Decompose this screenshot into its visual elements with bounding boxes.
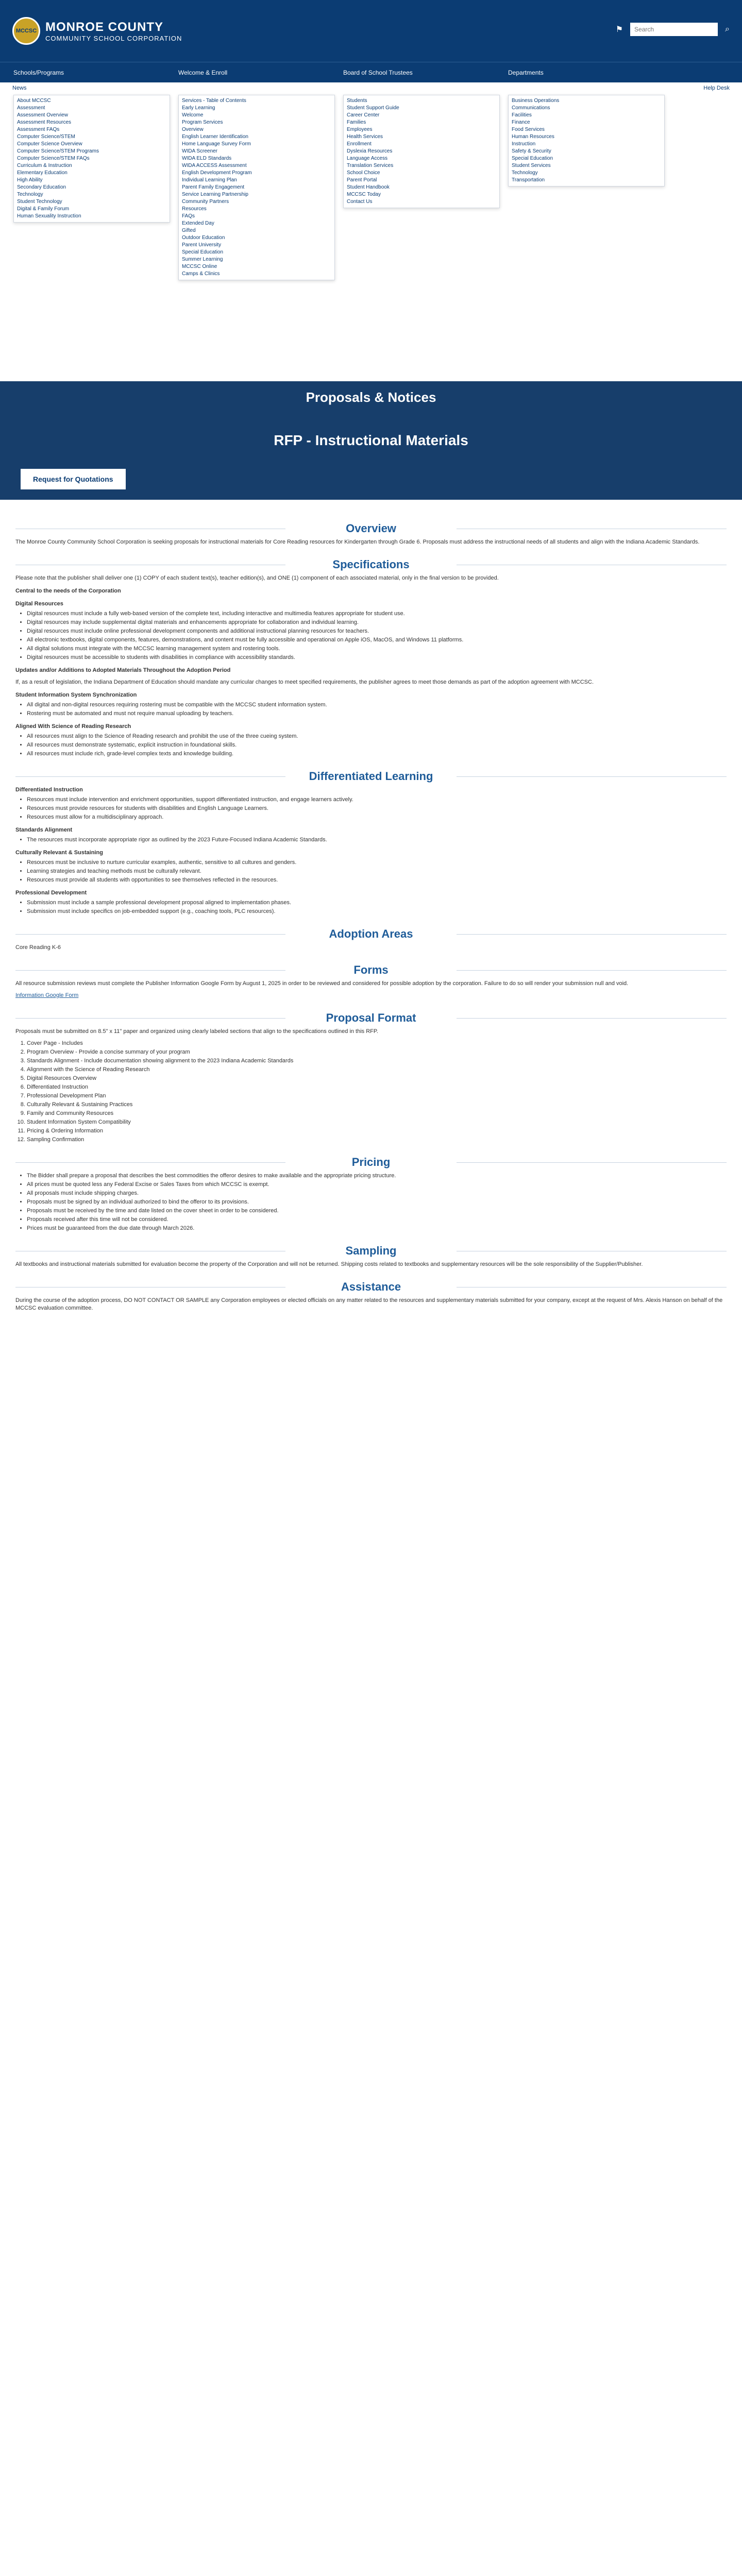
list-item: 9. Family and Community Resources	[27, 1110, 727, 1117]
mega-menu-item[interactable]: Communications	[512, 105, 550, 111]
site-header	[0, 0, 742, 62]
list-item: • Submission must include a sample professional development proposal aligned to implementation phases.	[27, 899, 727, 907]
mega-menu-item[interactable]: Student Services	[512, 163, 551, 168]
spec-heading: Central to the needs of the Corporation	[15, 588, 121, 594]
standards-heading: Standards Alignment	[15, 827, 73, 833]
mega-menu-item[interactable]: Dyslexia Resources	[347, 148, 393, 154]
mega-col-3	[339, 95, 504, 280]
seal-icon: MCCSC	[12, 17, 40, 45]
mega-menu-item[interactable]: MCCSC Today	[347, 192, 381, 197]
mega-menu-item[interactable]: Services - Table of Contents	[182, 98, 246, 104]
mega-menu-item[interactable]: Assessment	[17, 105, 45, 111]
culture-list	[15, 859, 727, 884]
list-item: • Digital resources may include supplemental digital materials and enhancements appropriate for collaboration and individual learning.	[27, 619, 727, 626]
list-item: • Submission must include specifics on job-embedded support (e.g., coaching tools, PLC resources).	[27, 908, 727, 916]
mega-menu-item[interactable]: Special Education	[182, 249, 224, 255]
mega-menu-item[interactable]: Parent University	[182, 242, 222, 248]
list-item: 4. Alignment with the Science of Reading Research	[27, 1066, 727, 1074]
list-item: • Digital resources must be accessible to students with disabilities in compliance with accessibility standards.	[27, 654, 727, 662]
rfp-title: RFP - Instructional Materials	[274, 432, 468, 448]
sampling-text: All textbooks and instructional materials submitted for evaluation become the property of the Corporation and will not be returned. Shipping costs related to textbooks and supplementary resources will be the sole responsibility of the Supplier/Publisher.	[15, 1261, 643, 1267]
list-item: • All electronic textbooks, digital components, features, demonstrations, and content must be fully accessible and operational on Apple iOS, MacOS, and Windows 11 platforms.	[27, 636, 727, 644]
proposal-list	[15, 1040, 727, 1144]
logo-line1: MONROE COUNTY	[45, 20, 163, 34]
list-item: • The resources must incorporate appropriate rigor as outlined by the 2023 Future-Focused Indiana Academic Standards.	[27, 836, 727, 844]
main-navigation	[0, 62, 742, 82]
list-item: • Proposals must be received by the time and date listed on the cover sheet in order to be considered.	[27, 1207, 727, 1215]
list-item: • Resources must include intervention and enrichment opportunities, support differentiated instruction, and engage learners actively.	[27, 796, 727, 804]
list-item: • Rostering must be automated and must not require manual uploading by teachers.	[27, 710, 727, 718]
mega-menu-item[interactable]: Summer Learning	[182, 257, 223, 262]
list-item: • All resources must include rich, grade-level complex texts and knowledge building.	[27, 750, 727, 758]
list-item: 2. Program Overview - Provide a concise summary of your program	[27, 1048, 727, 1056]
mega-menu-item[interactable]: Service Learning Partnership	[182, 192, 248, 197]
pd-heading: Professional Development	[15, 890, 87, 896]
updates-heading: Updates and/or Additions to Adopted Materials Throughout the Adoption Period	[15, 667, 231, 673]
mega-menu-item[interactable]: Resources	[182, 206, 207, 212]
mega-menu-item[interactable]: Special Education	[512, 156, 553, 161]
list-item: 1. Cover Page - Includes	[27, 1040, 727, 1047]
list-item: 11. Pricing & Ordering Information	[27, 1127, 727, 1135]
list-item: 5. Digital Resources Overview	[27, 1075, 727, 1082]
list-item: • Proposals must be signed by an individual authorized to bind the offeror to its provisions.	[27, 1198, 727, 1206]
mega-menu-item[interactable]: English Learner Identification	[182, 134, 248, 140]
mega-menu-item[interactable]: Technology	[17, 192, 43, 197]
diff-list	[15, 796, 727, 821]
proposal-intro: Proposals must be submitted on 8.5" x 11" paper and organized using clearly labeled sections that align to the specifications outlined in this RFP.	[15, 1028, 378, 1035]
mega-menu-item[interactable]: Overview	[182, 127, 204, 132]
mega-menu-item[interactable]: Gifted	[182, 228, 196, 233]
mega-menu-item[interactable]: Enrollment	[347, 141, 372, 147]
mega-menu-item[interactable]: Transportation	[512, 177, 545, 183]
mega-menu-item[interactable]: Student Support Guide	[347, 105, 399, 111]
translate-icon[interactable]: ⚑	[615, 25, 623, 34]
forms-link[interactable]: Information Google Form	[15, 992, 79, 998]
digital-list	[15, 610, 727, 662]
list-item: • All prices must be quoted less any Federal Excise or Sales Taxes from which MCCSC is exempt.	[27, 1181, 727, 1189]
mega-menu-item[interactable]: Computer Science Overview	[17, 141, 82, 147]
mega-menu-item[interactable]: Student Handbook	[347, 184, 390, 190]
list-item: • Digital resources must include online professional development components and additional instructional planning resources for teachers.	[27, 628, 727, 635]
list-item: • Learning strategies and teaching methods must be culturally relevant.	[27, 868, 727, 875]
adoption-text: Core Reading K-6	[15, 944, 61, 951]
search-input[interactable]	[630, 23, 718, 36]
list-item: 3. Standards Alignment - Include documentation showing alignment to the 2023 Indiana Academic Standards	[27, 1057, 727, 1065]
list-item: • Digital resources must include a fully web-based version of the complete text, including interactive and multimedia features appropriate for student use.	[27, 610, 727, 618]
mega-menu-item[interactable]: Program Services	[182, 120, 223, 125]
mega-menu-item[interactable]: Elementary Education	[17, 170, 68, 176]
overview-text: The Monroe County Community School Corporation is seeking proposals for instructional materials for Core Reading resources for Kindergarten through Grade 6. Proposals must address the instructional needs of all students and align with the Indiana Academic Standards.	[15, 539, 700, 545]
mega-menu-item[interactable]: Outdoor Education	[182, 235, 225, 241]
list-item: • Resources must provide all students with opportunities to see themselves reflected in the resources.	[27, 876, 727, 884]
mega-menu-item[interactable]: Employees	[347, 127, 373, 132]
mega-menu-item[interactable]: Home Language Survey Form	[182, 141, 251, 147]
assistance-title: Assistance	[15, 1283, 727, 1291]
mega-menu-item[interactable]: Food Services	[512, 127, 545, 132]
mega-menu-item[interactable]: Families	[347, 120, 366, 125]
mega-menu	[0, 95, 742, 280]
mega-menu-item[interactable]: Early Learning	[182, 105, 215, 111]
list-item: 7. Professional Development Plan	[27, 1092, 727, 1100]
sampling-title: Sampling	[15, 1247, 727, 1255]
sub-navigation	[0, 82, 742, 94]
mega-menu-item[interactable]: Extended Day	[182, 221, 214, 226]
mega-menu-item[interactable]: WIDA ACCESS Assessment	[182, 163, 247, 168]
forms-text: All resource submission reviews must complete the Publisher Information Google Form by August 1, 2025 in order to be reviewed and considered for possible adoption by the corporation. Failure to do so will render your submission null and void.	[15, 980, 629, 987]
pricing-title: Pricing	[15, 1158, 727, 1166]
subnav-news[interactable]: News	[12, 85, 27, 91]
differentiated-title: Differentiated Learning	[15, 772, 727, 780]
sor-heading: Aligned With Science of Reading Research	[15, 723, 131, 730]
mega-menu-item[interactable]: WIDA ELD Standards	[182, 156, 232, 161]
mega-col-2	[174, 95, 339, 280]
nav-welcome-enroll[interactable]: Welcome & Enroll	[178, 69, 228, 76]
nav-schools-programs[interactable]: Schools/Programs	[13, 69, 64, 76]
mega-menu-item[interactable]: Translation Services	[347, 163, 394, 168]
mega-menu-item[interactable]: Contact Us	[347, 199, 373, 205]
assistance-text: During the course of the adoption process, DO NOT CONTACT OR SAMPLE any Corporation employees or elected officials on any matter related to the resources and supplementary materials submitted for your company, except at the request of Mrs. Alexis Hanson on behalf of the MCCSC evaluation committee.	[15, 1297, 723, 1311]
mega-menu-item[interactable]: Career Center	[347, 112, 380, 118]
forms-title: Forms	[15, 966, 727, 974]
list-item: 8. Culturally Relevant & Sustaining Practices	[27, 1101, 727, 1109]
mega-menu-item[interactable]: Assessment Resources	[17, 120, 72, 125]
digital-heading: Digital Resources	[15, 601, 63, 607]
list-item: • Resources must provide resources for students with disabilities and English Language Learners.	[27, 805, 727, 812]
proposal-format-title: Proposal Format	[15, 1014, 727, 1022]
site-logo[interactable]	[12, 17, 182, 45]
nav-board[interactable]: Board of School Trustees	[343, 69, 413, 76]
mega-menu-item[interactable]: Computer Science/STEM FAQs	[17, 156, 90, 161]
hero-title: Proposals & Notices	[306, 389, 436, 405]
mega-menu-item[interactable]: Health Services	[347, 134, 383, 140]
pd-list	[15, 899, 727, 916]
mega-menu-item[interactable]: About MCCSC	[17, 98, 51, 104]
mega-menu-item[interactable]: Assessment FAQs	[17, 127, 60, 132]
list-item: 10. Student Information System Compatibility	[27, 1118, 727, 1126]
mega-col-1	[9, 95, 174, 280]
mega-menu-item[interactable]: Parent Family Engagement	[182, 184, 245, 190]
mega-menu-item[interactable]: Facilities	[512, 112, 532, 118]
sor-list	[15, 733, 727, 758]
list-item: • All proposals must include shipping charges.	[27, 1190, 727, 1197]
list-item: • All resources must demonstrate systematic, explicit instruction in foundational skills.	[27, 741, 727, 749]
mega-menu-item[interactable]: Finance	[512, 120, 530, 125]
search-icon[interactable]: ⌕	[725, 25, 730, 33]
culture-heading: Culturally Relevant & Sustaining	[15, 850, 103, 856]
standards-list	[15, 836, 727, 844]
mega-menu-item[interactable]: Human Sexuality Instruction	[17, 213, 81, 219]
mega-menu-item[interactable]: Students	[347, 98, 367, 104]
specifications-title: Specifications	[15, 561, 727, 568]
mega-menu-item[interactable]: WIDA Screener	[182, 148, 217, 154]
subnav-help-desk[interactable]: Help Desk	[703, 85, 730, 91]
logo-line2: COMMUNITY SCHOOL CORPORATION	[45, 34, 182, 42]
mega-menu-item[interactable]: Community Partners	[182, 199, 229, 205]
mega-menu-item[interactable]: Camps & Clinics	[182, 271, 220, 277]
list-item: • Prices must be guaranteed from the due date through March 2026.	[27, 1225, 727, 1232]
mega-menu-item[interactable]: Computer Science/STEM Programs	[17, 148, 99, 154]
mega-menu-item[interactable]: Computer Science/STEM	[17, 134, 75, 140]
sis-list	[15, 701, 727, 718]
mega-menu-item[interactable]: Parent Portal	[347, 177, 377, 183]
list-item: • All digital and non-digital resources requiring rostering must be compatible with the MCCSC student information system.	[27, 701, 727, 709]
mega-menu-item[interactable]: Digital & Family Forum	[17, 206, 70, 212]
diff-heading: Differentiated Instruction	[15, 787, 83, 793]
header-tools	[616, 23, 730, 36]
mega-menu-item[interactable]: Technology	[512, 170, 538, 176]
mega-menu-item[interactable]: High Ability	[17, 177, 43, 183]
mega-menu-item[interactable]: MCCSC Online	[182, 264, 217, 269]
list-item: • All resources must align to the Science of Reading research and prohibit the use of the three cueing system.	[27, 733, 727, 740]
mega-menu-item[interactable]: Instruction	[512, 141, 536, 147]
mega-menu-item[interactable]: Assessment Overview	[17, 112, 68, 118]
adoption-title: Adoption Areas	[15, 930, 727, 938]
mega-menu-item[interactable]: Secondary Education	[17, 184, 66, 190]
nav-departments[interactable]: Departments	[508, 69, 544, 76]
mega-col-4	[504, 95, 669, 280]
pricing-list	[15, 1172, 727, 1232]
logo-text	[45, 20, 182, 42]
mega-menu-item[interactable]: Safety & Security	[512, 148, 551, 154]
overview-title: Overview	[15, 524, 727, 532]
sis-heading: Student Information System Synchronization	[15, 692, 137, 698]
mega-menu-item[interactable]: Student Technology	[17, 199, 62, 205]
list-item: • Proposals received after this time will not be considered.	[27, 1216, 727, 1224]
request-quotations-button[interactable]: Request for Quotations	[21, 469, 126, 489]
mega-menu-item[interactable]: Human Resources	[512, 134, 554, 140]
list-item: 12. Sampling Confirmation	[27, 1136, 727, 1144]
mega-menu-item[interactable]: School Choice	[347, 170, 380, 176]
list-item: • Resources must allow for a multidisciplinary approach.	[27, 814, 727, 821]
list-item: • All digital solutions must integrate with the MCCSC learning management system and rostering tools.	[27, 645, 727, 653]
mega-menu-item[interactable]: Individual Learning Plan	[182, 177, 237, 183]
hero-banner	[0, 381, 742, 500]
spec-text: Please note that the publisher shall deliver one (1) COPY of each student text(s), teacher edition(s), and ONE (1) component of each associated material, only in the final version to be provided.	[15, 575, 499, 581]
list-item: 6. Differentiated Instruction	[27, 1083, 727, 1091]
updates-text: If, as a result of legislation, the Indiana Department of Education should mandate any curricular changes to meet specified requirements, the publisher agrees to meet those demands as part of the adoption agreement with MCCSC.	[15, 679, 594, 685]
list-item: • Resources must be inclusive to nurture curricular examples, authentic, sensitive to all cultures and genders.	[27, 859, 727, 867]
mega-menu-item[interactable]: Welcome	[182, 112, 204, 118]
mega-menu-item[interactable]: Business Operations	[512, 98, 560, 104]
main-content	[0, 510, 742, 1316]
mega-menu-item[interactable]: Curriculum & Instruction	[17, 163, 72, 168]
mega-menu-item[interactable]: English Development Program	[182, 170, 252, 176]
mega-menu-item[interactable]: FAQs	[182, 213, 195, 219]
mega-menu-item[interactable]: Language Access	[347, 156, 387, 161]
list-item: • The Bidder shall prepare a proposal that describes the best commodities the offeror desires to make available and the appropriate pricing structure.	[27, 1172, 727, 1180]
